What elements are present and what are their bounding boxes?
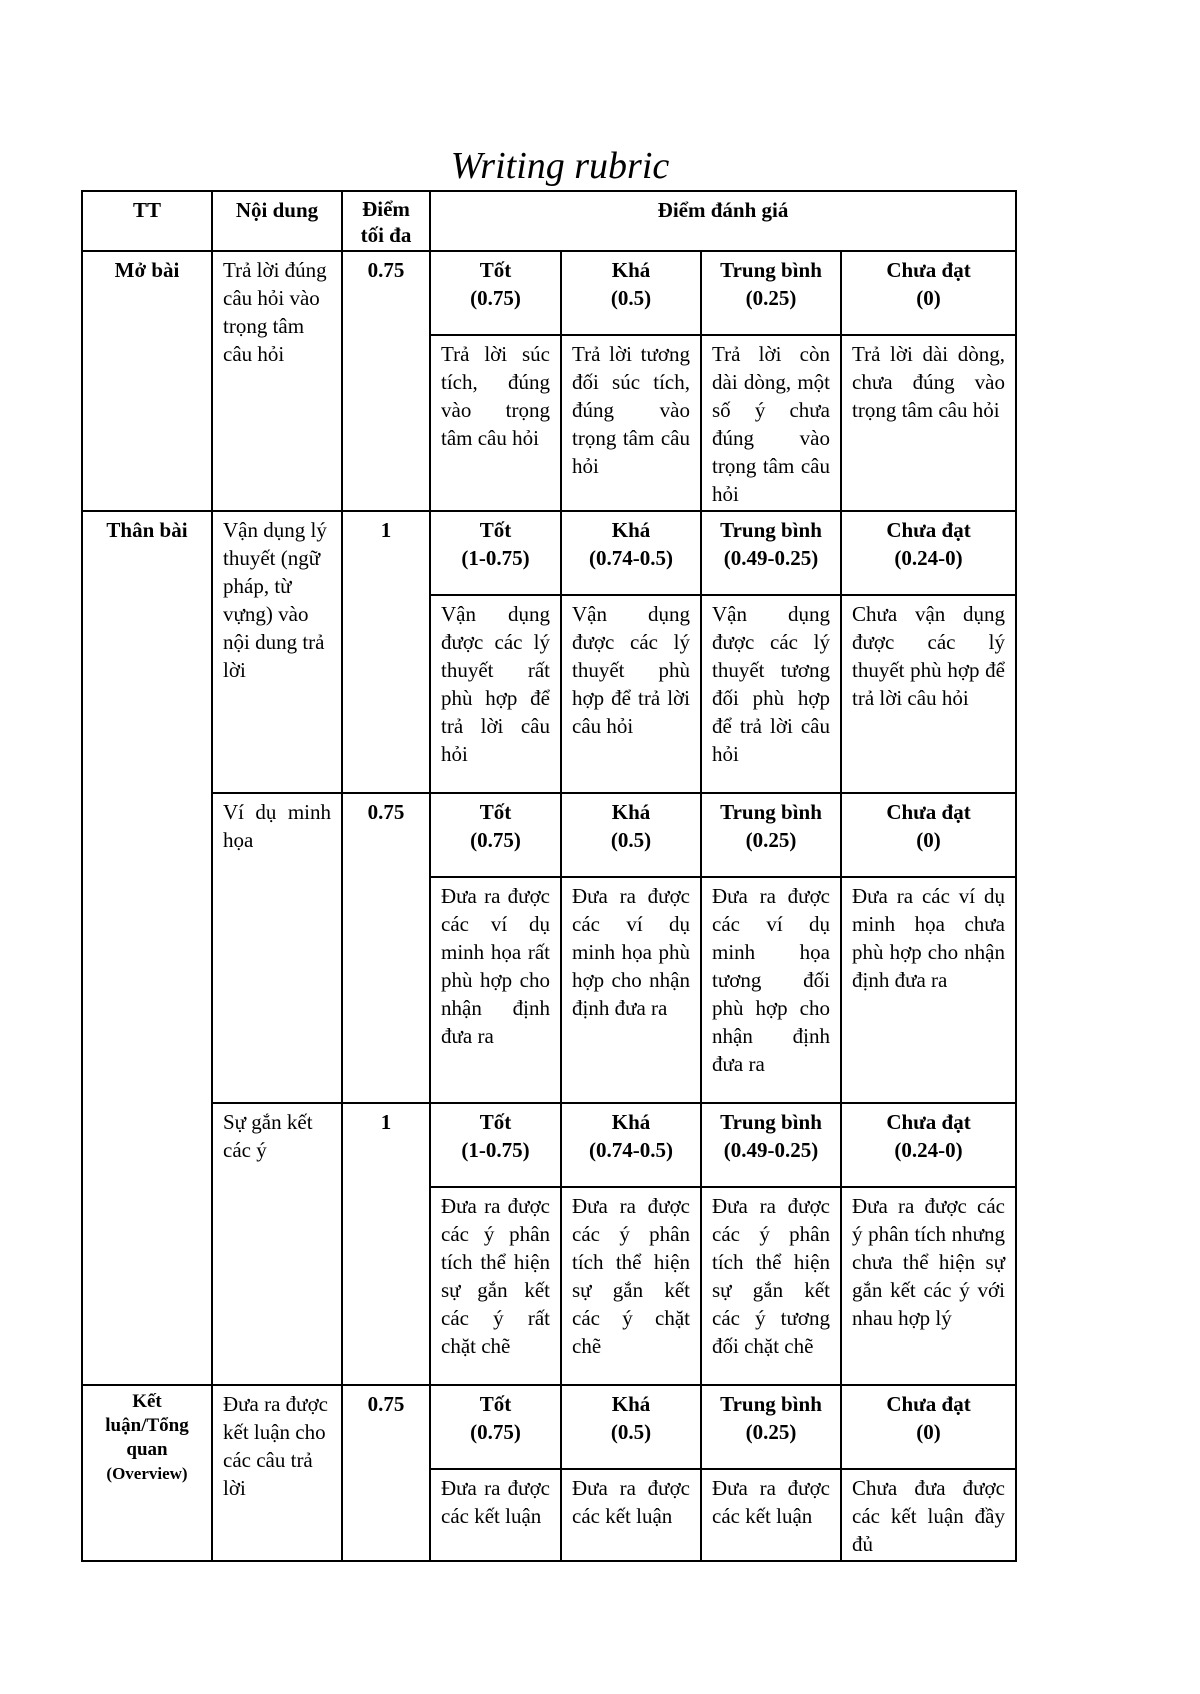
level-label: Trung bình — [720, 258, 822, 282]
level-good — [430, 251, 561, 335]
level-good — [430, 793, 561, 877]
section-note: (Overview) — [106, 1464, 188, 1483]
description-fail: Chưa đưa được các kết luận đầy đủ — [841, 1469, 1016, 1561]
description-good: Đưa ra được các kết luận — [430, 1469, 561, 1561]
description-good: Vận dụng được các lý thuyết rất phù hợp để trả lời câu hỏi — [430, 595, 561, 793]
page-title: Writing rubric — [450, 145, 670, 187]
level-label: Trung bình — [720, 800, 822, 824]
level-score: (0.5) — [610, 1420, 652, 1444]
level-fail — [841, 511, 1016, 595]
level-score: (0.74-0.5) — [589, 546, 673, 570]
level-fail — [841, 1385, 1016, 1469]
level-label: Khá — [611, 1110, 651, 1134]
description-fail: Đưa ra các ví dụ minh họa chưa phù hợp cho nhận định đưa ra — [841, 877, 1016, 1103]
description-fair: Đưa ra được các kết luận — [561, 1469, 701, 1561]
criterion-level-row — [82, 793, 1016, 877]
level-fair — [561, 251, 701, 335]
level-label: Tốt — [479, 518, 512, 542]
content-cell: Sự gắn kết các ý — [212, 1103, 342, 1385]
criterion-level-row — [82, 1385, 1016, 1469]
header-max-line2: tối đa — [360, 223, 412, 247]
level-label: Trung bình — [720, 518, 822, 542]
level-score: (0.5) — [610, 286, 652, 310]
level-score: (0.75) — [470, 1420, 521, 1444]
level-score: (0) — [916, 286, 941, 310]
level-good — [430, 1385, 561, 1469]
level-label: Chưa đạt — [886, 800, 971, 824]
level-label: Trung bình — [720, 1392, 822, 1416]
description-average: Trả lời còn dài dòng, một số ý chưa đúng vào trọng tâm câu hỏi — [701, 335, 841, 511]
level-score: (0.5) — [610, 828, 652, 852]
level-average — [701, 793, 841, 877]
content-cell: Ví dụ minh họa — [212, 793, 342, 1103]
level-label: Chưa đạt — [886, 518, 971, 542]
level-score: (0.24-0) — [894, 1138, 963, 1162]
header-max-line1: Điểm — [362, 197, 410, 221]
description-fair: Đưa ra được các ý phân tích thể hiện sự gắn kết các ý chặt chẽ — [561, 1187, 701, 1385]
level-fail — [841, 251, 1016, 335]
level-label: Khá — [611, 258, 651, 282]
header-max-score — [342, 191, 430, 251]
description-good: Đưa ra được các ý phân tích thể hiện sự gắn kết các ý rất chặt chẽ — [430, 1187, 561, 1385]
level-score: (0.74-0.5) — [589, 1138, 673, 1162]
max-score-cell: 0.75 — [342, 251, 430, 511]
level-fair — [561, 1385, 701, 1469]
level-label: Chưa đạt — [886, 1110, 971, 1134]
header-content: Nội dung — [212, 191, 342, 251]
level-average — [701, 1385, 841, 1469]
level-score: (0) — [916, 1420, 941, 1444]
level-label: Khá — [611, 1392, 651, 1416]
level-score: (0.75) — [470, 286, 521, 310]
level-label: Tốt — [479, 800, 512, 824]
level-label: Tốt — [479, 1392, 512, 1416]
description-average: Đưa ra được các ví dụ minh họa tương đối phù hợp cho nhận định đưa ra — [701, 877, 841, 1103]
level-score: (0) — [916, 828, 941, 852]
max-score-cell: 1 — [342, 511, 430, 793]
header-evaluation: Điểm đánh giá — [430, 191, 1016, 251]
description-good: Đưa ra được các ví dụ minh họa rất phù hợp cho nhận định đưa ra — [430, 877, 561, 1103]
level-label: Khá — [611, 518, 651, 542]
level-fair — [561, 511, 701, 595]
level-score: (0.75) — [470, 828, 521, 852]
level-label: Chưa đạt — [886, 258, 971, 282]
level-score: (0.25) — [745, 286, 797, 310]
content-cell: Đưa ra được kết luận cho các câu trả lời — [212, 1385, 342, 1561]
header-row — [82, 191, 1016, 251]
level-fail — [841, 1103, 1016, 1187]
level-label: Khá — [611, 800, 651, 824]
level-score: (0.24-0) — [894, 546, 963, 570]
criterion-level-row — [82, 251, 1016, 335]
level-score: (0.25) — [745, 828, 797, 852]
max-score-cell: 0.75 — [342, 1385, 430, 1561]
level-score: (1-0.75) — [461, 1138, 530, 1162]
level-average — [701, 251, 841, 335]
max-score-cell: 0.75 — [342, 793, 430, 1103]
section-cell: Mở bài — [82, 251, 212, 511]
description-fair: Đưa ra được các ví dụ minh họa phù hợp cho nhận định đưa ra — [561, 877, 701, 1103]
level-score: (0.49-0.25) — [723, 1138, 819, 1162]
level-label: Tốt — [479, 258, 512, 282]
level-fail — [841, 793, 1016, 877]
description-average: Vận dụng được các lý thuyết tương đối phù hợp để trả lời câu hỏi — [701, 595, 841, 793]
level-fair — [561, 1103, 701, 1187]
description-fair: Trả lời tương đối súc tích, đúng vào trọng tâm câu hỏi — [561, 335, 701, 511]
level-average — [701, 1103, 841, 1187]
max-score-cell: 1 — [342, 1103, 430, 1385]
description-fail: Trả lời dài dòng, chưa đúng vào trọng tâm câu hỏi — [841, 335, 1016, 511]
level-score: (0.49-0.25) — [723, 546, 819, 570]
description-fail: Chưa vận dụng được các lý thuyết phù hợp để trả lời câu hỏi — [841, 595, 1016, 793]
level-score: (0.25) — [745, 1420, 797, 1444]
description-good: Trả lời súc tích, đúng vào trọng tâm câu hỏi — [430, 335, 561, 511]
content-cell: Trả lời đúng câu hỏi vào trọng tâm câu hỏi — [212, 251, 342, 511]
description-average: Đưa ra được các ý phân tích thể hiện sự gắn kết các ý tương đối chặt chẽ — [701, 1187, 841, 1385]
rubric-table — [81, 190, 1017, 1562]
level-score: (1-0.75) — [461, 546, 530, 570]
section-title: Kết luận/Tổng quan — [105, 1391, 189, 1460]
description-fair: Vận dụng được các lý thuyết phù hợp để trả lời câu hỏi — [561, 595, 701, 793]
level-good — [430, 511, 561, 595]
level-fair — [561, 793, 701, 877]
description-fail: Đưa ra được các ý phân tích nhưng chưa thể hiện sự gắn kết các ý với nhau hợp lý — [841, 1187, 1016, 1385]
level-label: Tốt — [479, 1110, 512, 1134]
level-label: Chưa đạt — [886, 1392, 971, 1416]
description-average: Đưa ra được các kết luận — [701, 1469, 841, 1561]
level-good — [430, 1103, 561, 1187]
content-cell: Vận dụng lý thuyết (ngữ pháp, từ vựng) vào nội dung trả lời — [212, 511, 342, 793]
level-average — [701, 511, 841, 595]
section-cell: Thân bài — [82, 511, 212, 1385]
header-tt: TT — [82, 191, 212, 251]
section-cell — [82, 1385, 212, 1561]
criterion-level-row — [82, 511, 1016, 595]
criterion-level-row — [82, 1103, 1016, 1187]
level-label: Trung bình — [720, 1110, 822, 1134]
